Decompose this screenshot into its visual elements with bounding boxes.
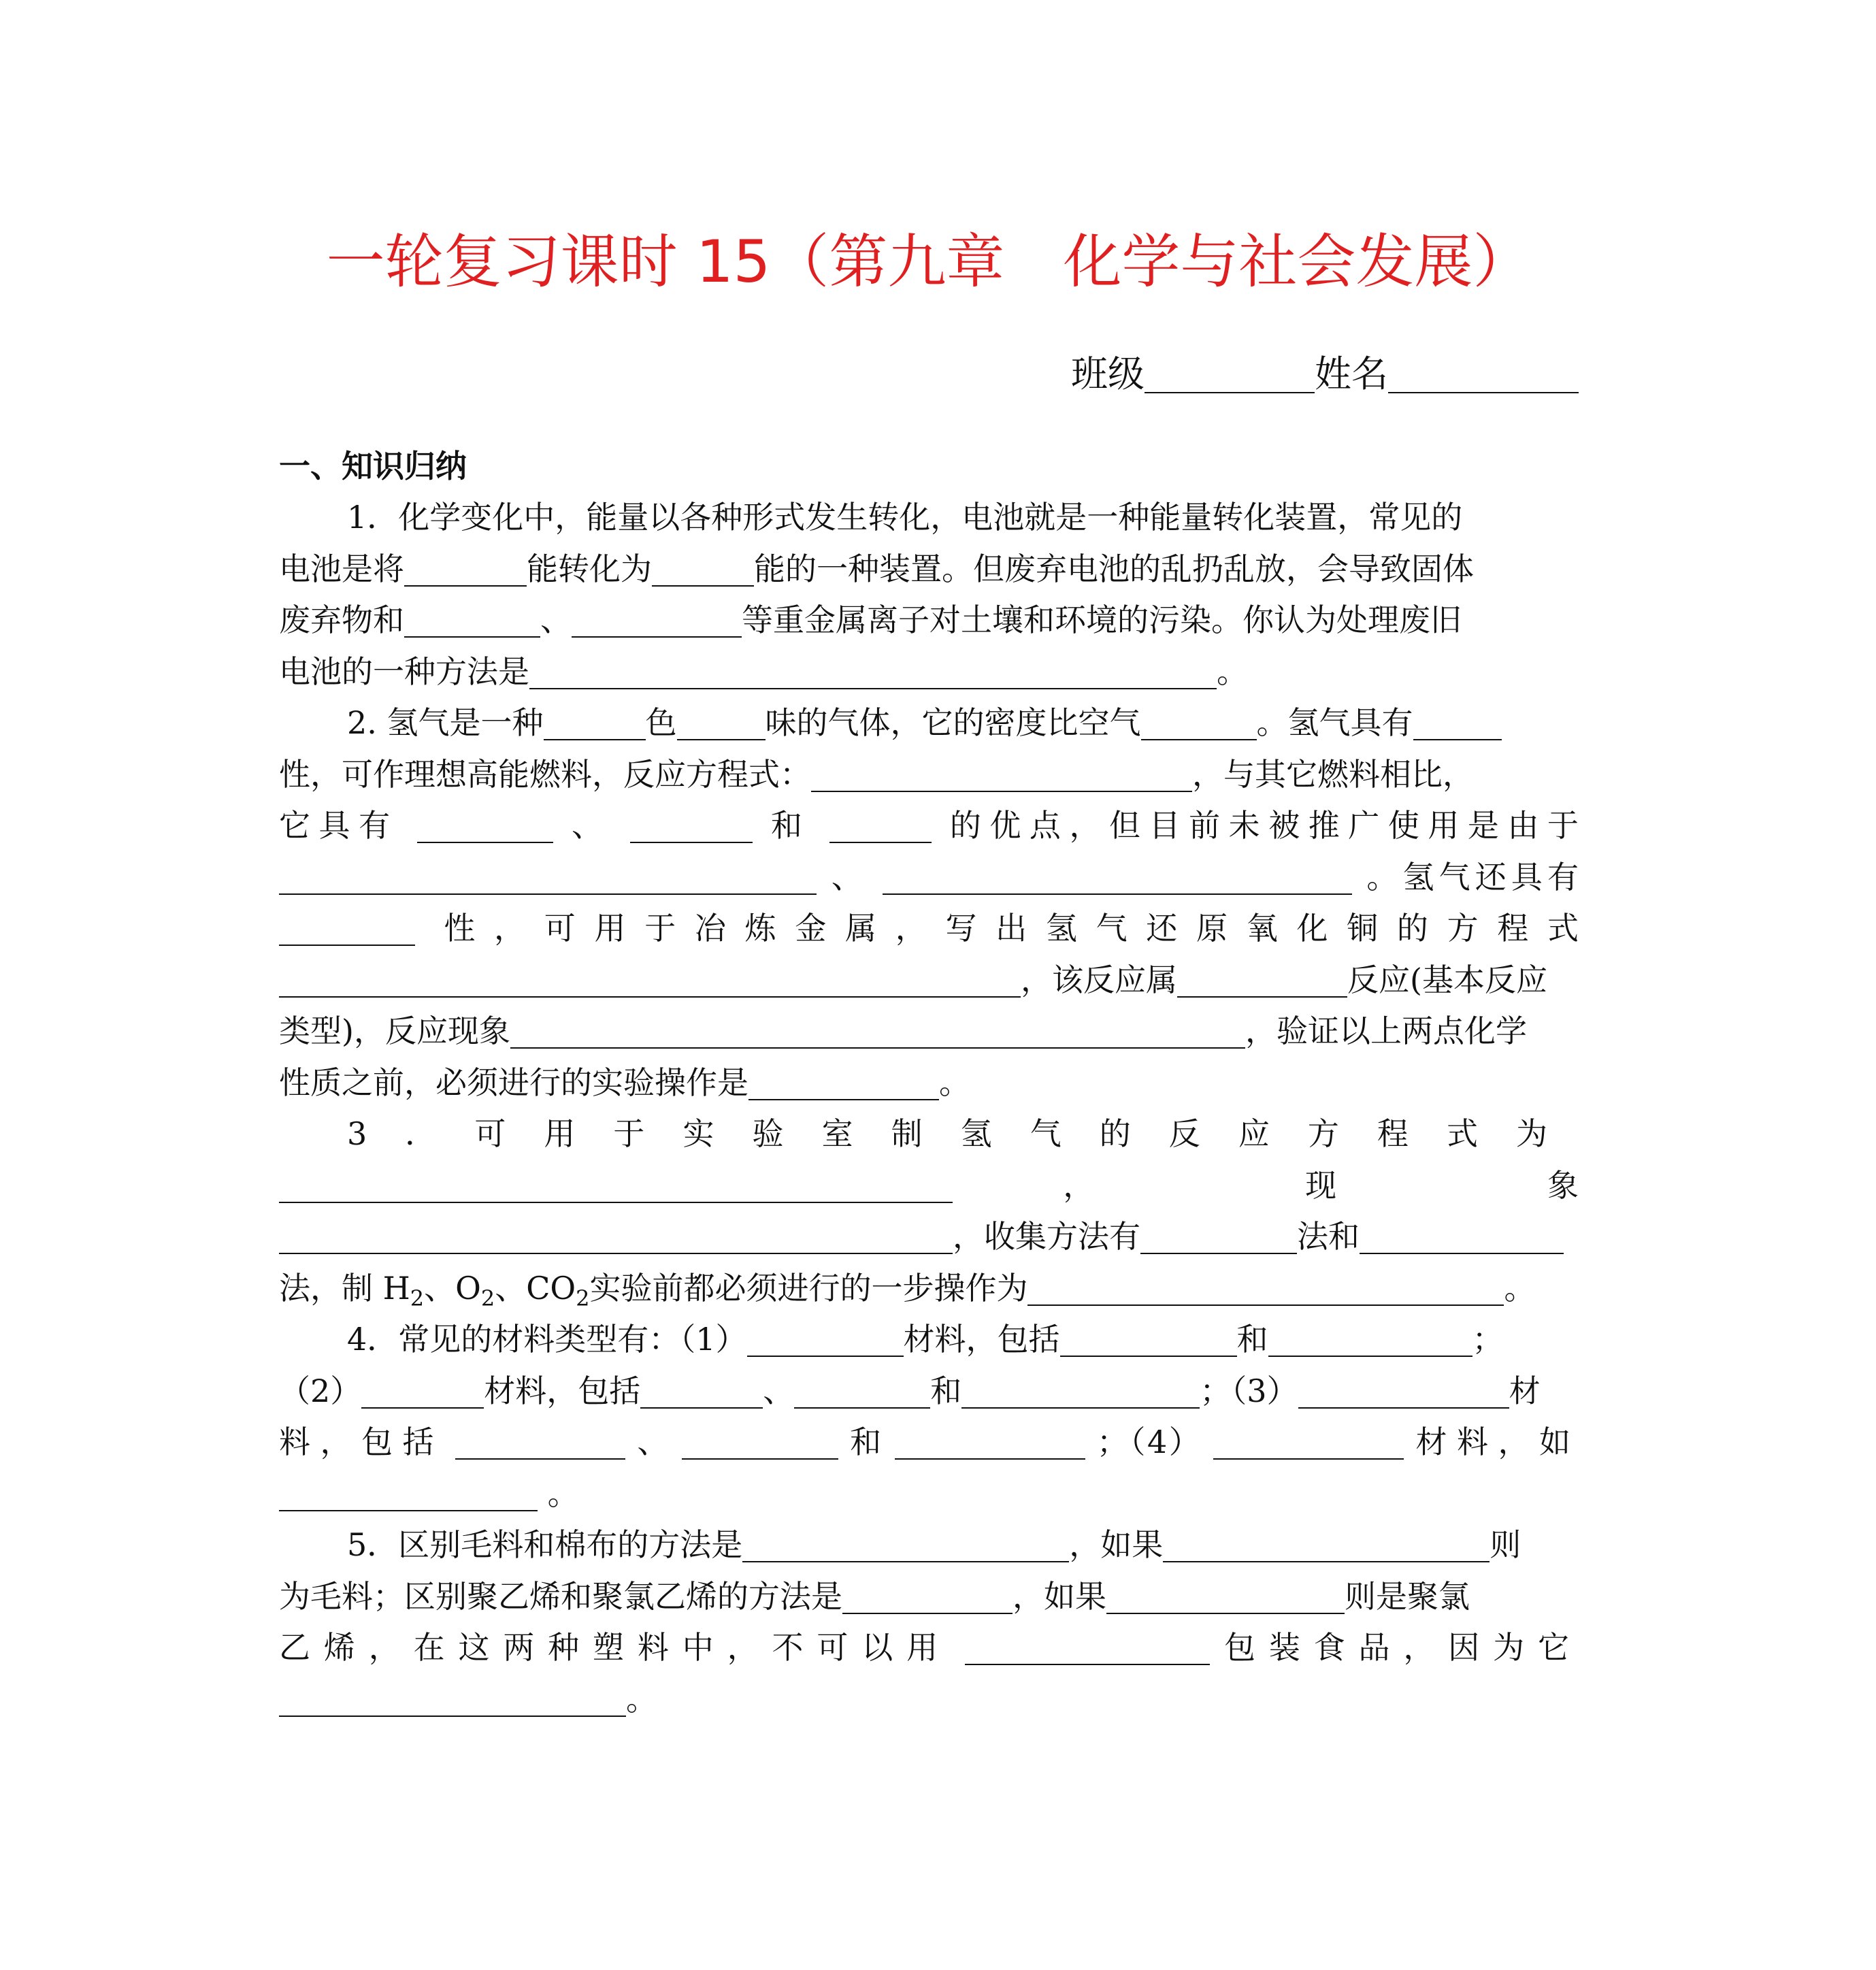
q2-blank[interactable] xyxy=(811,755,1192,792)
q4-blank[interactable] xyxy=(794,1372,930,1409)
q5-text: 乙烯，在这两种塑料中，不可以用 xyxy=(279,1629,951,1666)
q1-blank[interactable] xyxy=(652,550,754,587)
q2-line-2 xyxy=(279,749,1579,801)
q1-blank[interactable] xyxy=(572,601,742,638)
q5-text: ，如果 xyxy=(1069,1526,1164,1563)
q4-blank[interactable] xyxy=(1060,1320,1237,1357)
q2-line-1 xyxy=(279,697,1579,749)
q2-text: ，该反应属 xyxy=(1021,961,1177,998)
q2-text: 。氢气还具有 xyxy=(1366,858,1579,896)
q4-text: 材料，如 xyxy=(1415,1424,1579,1460)
q2-text: 色 xyxy=(645,704,677,741)
q5-text: ，如果 xyxy=(1013,1577,1106,1615)
q5-blank[interactable] xyxy=(742,1526,1069,1562)
q5-text: 则是聚氯 xyxy=(1345,1577,1470,1615)
q2-line-3 xyxy=(279,800,1579,852)
q1-blank[interactable] xyxy=(404,601,540,638)
q4-blank[interactable] xyxy=(961,1372,1200,1409)
q3-line-4 xyxy=(279,1263,1579,1315)
q1-blank[interactable] xyxy=(529,653,1217,689)
q3-line-1 xyxy=(279,1109,1579,1160)
q2-text: 性质之前，必须进行的实验操作是 xyxy=(279,1064,748,1101)
q2-blank[interactable] xyxy=(1141,704,1257,740)
q3-blank[interactable] xyxy=(279,1217,953,1254)
q4-text: 和 xyxy=(850,1424,883,1460)
q3-text: 、CO xyxy=(495,1269,576,1307)
q2-text: 。 xyxy=(939,1064,970,1101)
q5-line-1 xyxy=(279,1520,1579,1571)
q2-text: 性，可用于冶炼金属，写出氢气还原氧化铜的方程式 xyxy=(444,910,1579,947)
q4-text: ； xyxy=(1472,1321,1504,1358)
q4-text: 、 xyxy=(637,1424,670,1460)
q4-blank[interactable] xyxy=(682,1423,838,1460)
q2-blank[interactable] xyxy=(544,704,646,740)
q1-text: 能的一种装置。但废弃电池的乱扔乱放，会导致固体 xyxy=(754,550,1474,587)
q2-text: 、 xyxy=(572,807,612,844)
q2-line-6 xyxy=(279,955,1579,1006)
q3-text: 、O xyxy=(424,1269,481,1307)
q5-text: 则 xyxy=(1490,1526,1521,1563)
q5-line-3 xyxy=(279,1622,1579,1674)
q4-text: 4．常见的材料类型有：（1） xyxy=(347,1321,747,1358)
q2-text: 反应(基本反应 xyxy=(1347,961,1547,998)
class-label: 班级 xyxy=(1071,352,1145,395)
q5-text: 5．区别毛料和棉布的方法是 xyxy=(347,1526,743,1563)
q2-blank[interactable] xyxy=(279,858,817,895)
q2-text: 的优点，但目前未被推广使用是由于 xyxy=(949,807,1579,844)
q1-line-4 xyxy=(279,646,1579,698)
q4-blank[interactable] xyxy=(1268,1320,1472,1357)
q2-blank[interactable] xyxy=(279,909,415,946)
q4-blank[interactable] xyxy=(895,1423,1085,1460)
q5-blank[interactable] xyxy=(279,1680,626,1717)
q2-text: ，验证以上两点化学 xyxy=(1245,1013,1527,1049)
q4-blank[interactable] xyxy=(1213,1423,1404,1460)
q1-line-3 xyxy=(279,595,1579,646)
q5-text: 包装食品，因为它 xyxy=(1223,1629,1579,1666)
student-info xyxy=(1071,344,1579,405)
q2-blank[interactable] xyxy=(1413,704,1502,740)
q2-text: 2. 氢气是一种 xyxy=(347,704,544,741)
q2-blank[interactable] xyxy=(883,858,1352,895)
q1-text: 能转化为 xyxy=(527,550,652,587)
q2-text: 类型)，反应现象 xyxy=(279,1013,510,1049)
q2-blank[interactable] xyxy=(510,1012,1245,1049)
q2-line-7 xyxy=(279,1006,1579,1057)
q2-text: 它具有 xyxy=(279,807,399,844)
q3-text: 。 xyxy=(1504,1269,1536,1307)
subscript: 2 xyxy=(576,1285,590,1311)
q5-line-4 xyxy=(279,1674,1579,1726)
q4-text: 。 xyxy=(547,1475,579,1512)
subscript: 2 xyxy=(410,1285,425,1311)
q4-blank[interactable] xyxy=(640,1372,763,1409)
q5-line-2 xyxy=(279,1571,1579,1623)
q2-blank[interactable] xyxy=(829,806,932,843)
q3-text: ，收集方法有 xyxy=(953,1218,1140,1255)
q4-text: ；（4） xyxy=(1096,1424,1202,1460)
q3-blank[interactable] xyxy=(1360,1217,1564,1254)
q1-line-2 xyxy=(279,544,1579,595)
q1-text: 电池是将 xyxy=(279,550,404,587)
q5-text: 。 xyxy=(626,1680,657,1718)
q2-text: ，与其它燃料相比， xyxy=(1192,755,1474,793)
q4-text: 材料，包括 xyxy=(903,1321,1060,1358)
q5-blank[interactable] xyxy=(1106,1577,1345,1614)
name-blank[interactable] xyxy=(1388,357,1579,393)
q2-blank[interactable] xyxy=(1177,961,1347,998)
q1-text: 电池的一种方法是 xyxy=(279,653,529,690)
q3-text: 象 xyxy=(1547,1166,1579,1204)
q4-text: （2） xyxy=(279,1372,362,1409)
q2-text: 、 xyxy=(831,858,868,896)
q3-blank[interactable] xyxy=(1140,1217,1297,1254)
q2-text: 。氢气具有 xyxy=(1256,704,1413,741)
page-title: 一轮复习课时 15（第九章 化学与社会发展） xyxy=(326,228,1532,296)
q2-blank[interactable] xyxy=(748,1064,939,1100)
q3-blank[interactable] xyxy=(279,1166,953,1203)
q3-blank[interactable] xyxy=(1027,1269,1504,1306)
q1-text: 1．化学变化中，能量以各种形式发生转化，电池就是一种能量转化装置，常见的 xyxy=(347,499,1463,536)
worksheet-body xyxy=(279,492,1579,1725)
q4-line-4 xyxy=(279,1468,1579,1520)
worksheet-page xyxy=(279,0,1579,1970)
q2-line-4 xyxy=(279,852,1579,904)
q4-blank[interactable] xyxy=(455,1423,625,1460)
q4-line-3 xyxy=(279,1417,1579,1468)
class-blank[interactable] xyxy=(1145,357,1315,393)
q1-text: 、 xyxy=(540,602,572,638)
q4-blank[interactable] xyxy=(747,1320,904,1357)
q2-line-5 xyxy=(279,903,1579,955)
q1-text: 。 xyxy=(1217,653,1248,690)
q4-line-2 xyxy=(279,1366,1579,1417)
q4-text: 材 xyxy=(1509,1372,1541,1409)
q4-blank[interactable] xyxy=(361,1372,484,1409)
q2-blank[interactable] xyxy=(279,961,1021,998)
q4-text: ；（3） xyxy=(1200,1372,1298,1409)
q4-text: 料，包括 xyxy=(279,1424,444,1460)
q3-text: 现 xyxy=(1305,1166,1437,1204)
q3-text: 法和 xyxy=(1297,1218,1360,1255)
subscript: 2 xyxy=(480,1285,495,1311)
q3-text: 3．可用于实验室制氢气的反应方程式为 xyxy=(347,1115,1579,1152)
q1-text: 等重金属离子对土壤和环境的污染。你认为处理废旧 xyxy=(742,602,1462,638)
q5-blank[interactable] xyxy=(842,1577,1013,1614)
q3-text: 实验前都必须进行的一步操作为 xyxy=(589,1269,1028,1307)
q4-text: 和 xyxy=(1236,1321,1268,1358)
name-label: 姓名 xyxy=(1315,352,1388,395)
q4-text: 材料，包括 xyxy=(484,1372,641,1409)
q3-text: 法，制 H xyxy=(279,1269,410,1307)
q1-line-1 xyxy=(279,492,1579,544)
q2-line-8 xyxy=(279,1057,1579,1109)
q5-blank[interactable] xyxy=(965,1628,1210,1665)
q2-text: 味的气体，它的密度比空气 xyxy=(765,704,1141,741)
q5-text: 为毛料；区别聚乙烯和聚氯乙烯的方法是 xyxy=(279,1577,842,1615)
section-heading: 一、知识归纳 xyxy=(279,448,467,485)
q4-blank[interactable] xyxy=(1298,1372,1509,1409)
q2-blank[interactable] xyxy=(677,704,766,740)
q5-blank[interactable] xyxy=(1163,1526,1490,1562)
q1-blank[interactable] xyxy=(404,550,527,587)
q2-text: 和 xyxy=(770,807,811,844)
q4-line-1 xyxy=(279,1314,1579,1366)
q1-text: 废弃物和 xyxy=(279,602,404,638)
q4-blank[interactable] xyxy=(279,1475,538,1511)
q4-text: 和 xyxy=(930,1372,962,1409)
q2-blank[interactable] xyxy=(417,806,553,843)
q3-line-3 xyxy=(279,1211,1579,1263)
q2-blank[interactable] xyxy=(630,806,753,843)
q2-text: 性，可作理想高能燃料，反应方程式： xyxy=(279,755,811,793)
q3-line-2 xyxy=(279,1160,1579,1212)
q4-text: 、 xyxy=(763,1372,795,1409)
q3-text: ， xyxy=(1063,1166,1195,1204)
